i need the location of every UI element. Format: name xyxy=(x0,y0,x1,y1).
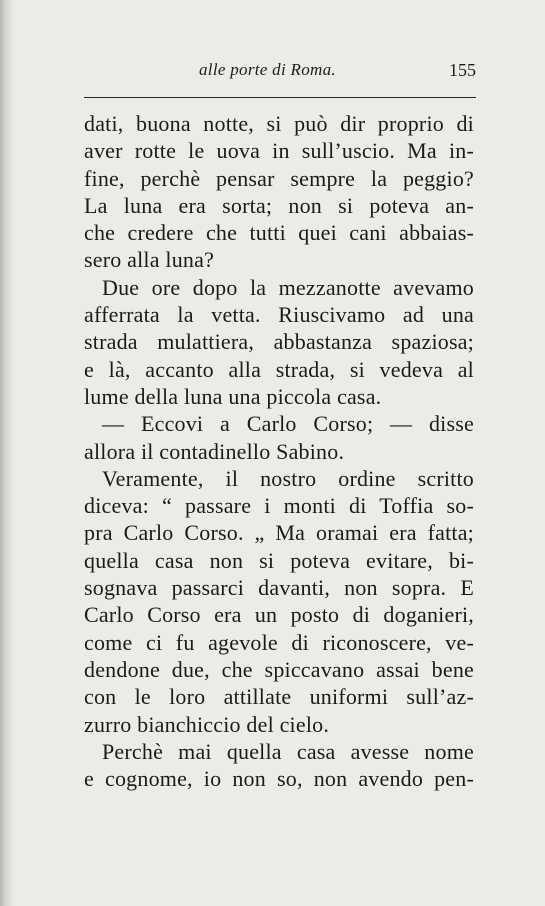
running-title: alle porte di Roma. xyxy=(199,60,336,79)
header-rule xyxy=(84,97,476,98)
text-line: fine, perchè pensar sempre la peggio? xyxy=(84,165,474,191)
text-line: con le loro attillate uniformi sull’az- xyxy=(84,684,474,710)
body-text xyxy=(84,110,474,792)
text-line: Carlo Corso era un posto di doganieri, xyxy=(84,602,474,628)
text-line: Due ore dopo la mezzanotte avevamo xyxy=(102,274,474,300)
text-line: pra Carlo Corso. „ Ma oramai era fatta; xyxy=(84,520,474,546)
text-line: come ci fu agevole di riconoscere, ve- xyxy=(84,629,474,655)
text-line: afferrata la vetta. Riuscivamo ad una xyxy=(84,302,474,328)
text-line: dendone due, che spiccavano assai bene xyxy=(84,656,474,682)
text-line: dati, buona notte, si può dir proprio di xyxy=(84,111,474,136)
text-line: sero alla luna? xyxy=(84,247,215,273)
text-line: zurro bianchiccio del cielo. xyxy=(84,711,330,737)
page-edge-shadow xyxy=(0,0,14,906)
text-line: — Eccovi a Carlo Corso; — disse xyxy=(102,411,474,437)
text-line: e cognome, io non so, non avendo pen- xyxy=(84,766,474,792)
text-line: che credere che tutti quei cani abbaias- xyxy=(84,220,474,246)
text-line: La luna era sorta; non si poteva an- xyxy=(84,192,474,218)
text-line: allora il contadinello Sabino. xyxy=(84,438,345,464)
page-number: 155 xyxy=(449,60,476,80)
page-header xyxy=(84,58,476,82)
text-line: strada mulattiera, abbastanza spaziosa; xyxy=(84,329,474,355)
text-line: diceva: “ passare i monti di Toffia so- xyxy=(84,493,474,519)
text-line: lume della luna una piccola casa. xyxy=(84,383,382,409)
text-line: Veramente, il nostro ordine scritto xyxy=(102,465,474,491)
text-line: Perchè mai quella casa avesse nome xyxy=(102,738,474,764)
text-line: aver rotte le uova in sull’uscio. Ma in- xyxy=(84,138,474,164)
text-line: e là, accanto alla strada, si vedeva al xyxy=(84,356,474,382)
text-line: sognava passarci davanti, non sopra. E xyxy=(84,575,474,601)
text-line: quella casa non si poteva evitare, bi- xyxy=(84,547,474,573)
